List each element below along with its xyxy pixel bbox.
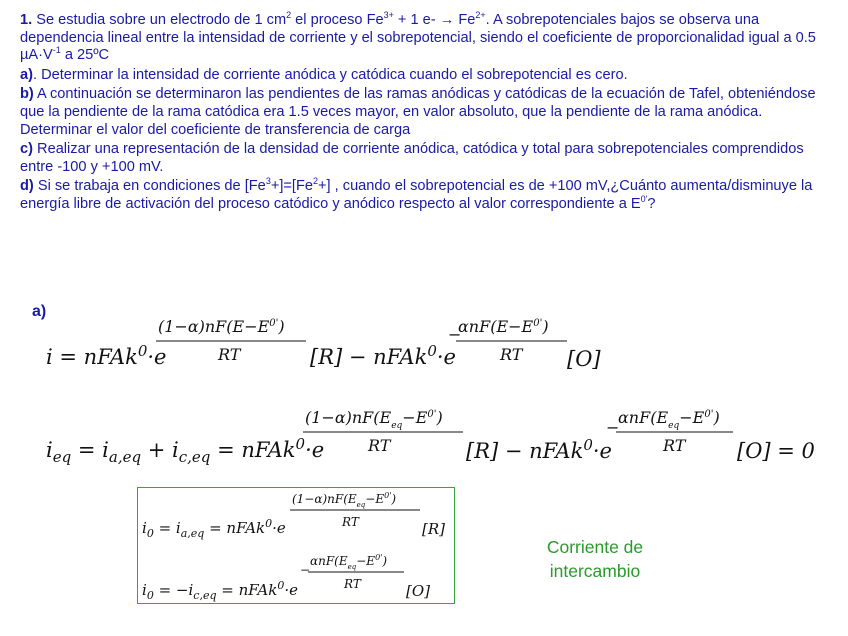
svg-text:[R] − nFAk0·e: [R] − nFAk$^0$·e bbox=[466, 436, 612, 463]
svg-text:αnF(E−E0'): $\alpha nF(E-E^{0'})$ bbox=[458, 317, 549, 336]
problem-number: 1. bbox=[20, 12, 33, 28]
svg-text:αnF(Eeq−E0'): $\alpha nF(E_{eq}-E^{0'})$ bbox=[618, 408, 720, 431]
butler-volmer-equation bbox=[46, 317, 601, 371]
solution-label: a) bbox=[32, 303, 47, 320]
question-d: d) Si se trabaja en condiciones de $[Fe^3+]=[Fe^2+]$ , cuando el sobrepotencial es de +100 mV,¿Cuánto aumenta/disminuye la energía libre de activación del proceso catódico y anódico respecto al valor correspondiente a $E^{0'}$? bbox=[20, 176, 813, 212]
svg-text:[O] = 0: [O] = 0 bbox=[737, 439, 815, 463]
svg-text:RT: RT bbox=[368, 436, 391, 455]
svg-text:[O]: [O] bbox=[406, 582, 431, 600]
svg-text:RT: RT bbox=[500, 345, 523, 364]
svg-text:RT: RT bbox=[663, 436, 686, 455]
svg-text:ieq = ia,eq + ic,eq = nFAk0·e: $i_{eq} = i_{a,eq} + i_{c,eq}$ = nFAk$^0$·e bbox=[46, 435, 325, 466]
question-b: b) A continuación se determinaron las pendientes de las ramas anódicas y catódicas de la ecuación de Tafel, obteniéndose que la pendiente de la rama catódica era 1.5 veces mayor, en valor absoluto, que la pendiente de la rama anódica. Determinar el valor del coeficiente de transferencia de carga bbox=[20, 86, 816, 138]
question-a: a). Determinar la intensidad de corriente anódica y catódica cuando el sobrepotencial es cero. bbox=[20, 66, 628, 83]
svg-text:(1−α)nF(Eeq−E0'): $(1-\alpha)nF(E_{eq}-E^{0'})$ bbox=[292, 491, 397, 509]
svg-text:RT: RT bbox=[218, 345, 241, 364]
svg-text:i0 = ia,eq = nFAk0·e: $i_0 = i_{a,eq}$ = nFAk$^0$·e bbox=[142, 517, 286, 540]
svg-text:(1−α)nF(E−E0'): $(1-\alpha)nF(E-E^{0'})$ bbox=[158, 317, 285, 336]
svg-text:αnF(Eeq−E0'): $\alpha nF(E_{eq}-E^{0'})$ bbox=[310, 553, 388, 571]
svg-text:−: − bbox=[448, 325, 462, 344]
equilibrium-current-equation bbox=[46, 408, 815, 466]
svg-text:[O]: [O] bbox=[567, 347, 601, 371]
exchange-current-note: Corriente de intercambio bbox=[546, 537, 644, 581]
svg-text:−: − bbox=[300, 563, 311, 577]
problem-intro: 1. Se estudia sobre un electrodo de 1 $cm^2$ el proceso $Fe^{3+} + 1$ $e- \to Fe^{2+}$. A sobrepotenciales bajos se observa una dependencia lineal entre la intensidad de corriente y el sobrepotencial, siendo el coeficiente de proporcionalidad igual a 0.5 $\mu A\cdot V^{-1}$ a 25ºC bbox=[20, 10, 816, 64]
svg-text:[R]: [R] bbox=[422, 520, 445, 538]
exchange-current-anodic bbox=[142, 491, 445, 540]
svg-text:RT: RT bbox=[342, 515, 359, 529]
svg-text:[R] − nFAk0·e: [R] − nFAk$^0$·e bbox=[310, 342, 456, 369]
exchange-current-cathodic bbox=[142, 553, 430, 602]
svg-text:RT: RT bbox=[344, 577, 361, 591]
question-c: c) Realizar una representación de la densidad de corriente anódica, catódica y total para sobrepotenciales comprendidos entre -100 y +100 mV. bbox=[20, 141, 804, 175]
svg-text:−: − bbox=[606, 418, 620, 437]
svg-text:(1−α)nF(Eeq−E0'): $(1-\alpha)nF(E_{eq}-E^{0'})$ bbox=[305, 408, 443, 431]
svg-text:i0 = −ic,eq = nFAk0·e: $i_0 = -i_{c,eq}$ = nFAk$^0$·e bbox=[142, 579, 298, 602]
svg-text:i = nFAk0·e: i = nFAk$^0$·e bbox=[46, 342, 167, 369]
